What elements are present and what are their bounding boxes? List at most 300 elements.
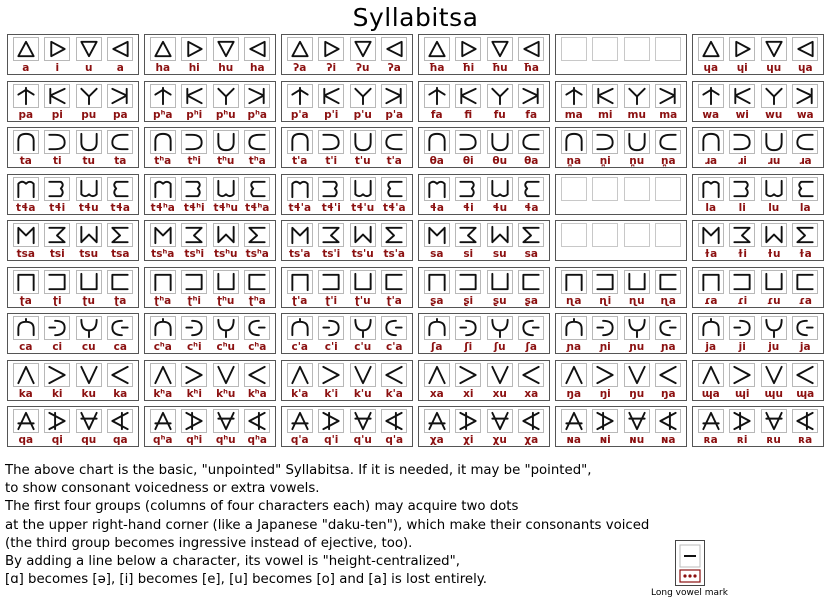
syllable-label: su xyxy=(492,248,507,260)
glyph-icon xyxy=(655,177,681,201)
glyph-icon xyxy=(318,37,344,61)
glyph-icon xyxy=(44,130,70,154)
syllable-label: t'i xyxy=(325,155,338,167)
syllable-cell xyxy=(454,363,484,400)
glyph-icon xyxy=(698,409,724,433)
syllable-label: ci xyxy=(52,341,63,353)
glyph-icon xyxy=(381,177,407,201)
syllable-cell xyxy=(243,130,273,167)
empty-cell xyxy=(591,37,621,73)
syllable-label: ɹi xyxy=(737,155,747,167)
syllable-cell xyxy=(148,177,178,214)
syllable-cell xyxy=(559,316,589,353)
syllable-cell xyxy=(728,270,758,307)
glyph-icon xyxy=(150,177,176,201)
syllable-label: tɬʰi xyxy=(183,201,205,214)
syllable-label: ħa xyxy=(429,62,445,74)
syllable-cell xyxy=(148,316,178,353)
glyph-icon xyxy=(107,177,133,201)
syllable-label: ta xyxy=(114,155,127,167)
syllable-label: ʈu xyxy=(82,294,95,307)
syllable-cell xyxy=(211,409,241,446)
syllable-label: ʔi xyxy=(326,62,337,74)
syllable-label: ʃi xyxy=(464,341,473,353)
syllable-label: hu xyxy=(218,62,234,74)
syllable-label: ʈ'i xyxy=(325,294,338,307)
syllable-cell xyxy=(211,316,241,353)
syllable-cell xyxy=(11,316,41,353)
syllable-label: wa xyxy=(796,108,814,121)
syllable-cell xyxy=(759,409,789,446)
syllable-cell xyxy=(696,130,726,167)
glyph-icon xyxy=(76,316,102,340)
glyph-icon xyxy=(655,316,681,340)
syllable-cell xyxy=(285,316,315,353)
syllable-label: a xyxy=(22,62,30,74)
glyph-icon xyxy=(561,409,587,433)
syllable-cell xyxy=(348,130,378,167)
syllable-cell xyxy=(74,223,104,260)
syllable-cell xyxy=(317,363,347,400)
syllable-label: ŋu xyxy=(629,387,645,400)
syllable-cell xyxy=(380,223,410,260)
glyph-icon xyxy=(698,316,724,340)
syllable-group xyxy=(281,220,413,261)
syllable-cell xyxy=(559,84,589,121)
syllable-group xyxy=(555,267,687,308)
syllable-label: tʰa xyxy=(248,155,266,167)
syllable-cell xyxy=(285,270,315,307)
glyph-icon xyxy=(518,409,544,433)
syllable-cell xyxy=(180,363,210,400)
glyph-icon xyxy=(487,84,513,108)
syllable-cell xyxy=(759,223,789,260)
syllable-label: ts'i xyxy=(322,248,341,260)
syllable-label: c'i xyxy=(324,341,338,353)
glyph-icon xyxy=(350,363,376,387)
syllable-group xyxy=(692,267,824,308)
syllable-label: li xyxy=(738,201,746,214)
syllable-label: ca xyxy=(113,341,127,353)
glyph-icon xyxy=(381,316,407,340)
syllable-cell xyxy=(211,130,241,167)
syllable-label: ca xyxy=(19,341,33,353)
glyph-icon xyxy=(655,84,681,108)
glyph-icon xyxy=(150,363,176,387)
syllable-label: tɬa xyxy=(16,201,36,214)
syllable-label: tɬa xyxy=(110,201,130,214)
syllable-label: xi xyxy=(463,387,474,400)
syllable-label: kʰu xyxy=(216,387,236,400)
glyph-icon xyxy=(13,409,39,433)
syllable-cell xyxy=(317,270,347,307)
syllable-cell xyxy=(380,270,410,307)
syllable-cell xyxy=(622,130,652,167)
syllable-label: ɫu xyxy=(767,248,781,260)
syllable-label: qʰa xyxy=(153,434,173,446)
syllable-label: ʈʰa xyxy=(154,294,172,307)
glyph-icon xyxy=(107,223,133,247)
syllable-cell xyxy=(243,270,273,307)
glyph-icon xyxy=(318,130,344,154)
glyph-icon xyxy=(561,363,587,387)
glyph-icon xyxy=(561,84,587,108)
glyph-icon xyxy=(44,316,70,340)
glyph-icon xyxy=(655,363,681,387)
glyph-icon xyxy=(213,409,239,433)
syllable-cell xyxy=(43,270,73,307)
syllable-label: tɬi xyxy=(49,201,66,214)
syllable-cell xyxy=(728,130,758,167)
syllable-label: wa xyxy=(702,108,720,121)
syllable-label: lu xyxy=(768,201,780,214)
syllable-cell xyxy=(380,409,410,446)
syllable-label: ʂi xyxy=(463,294,474,307)
glyph-icon xyxy=(518,130,544,154)
syllable-label: ma xyxy=(659,108,678,121)
glyph-icon xyxy=(76,37,102,61)
syllable-label: tsʰu xyxy=(213,248,238,260)
glyph-icon xyxy=(698,177,724,201)
syllable-group xyxy=(281,174,413,215)
syllable-cell xyxy=(317,223,347,260)
syllable-cell xyxy=(380,130,410,167)
glyph-icon xyxy=(592,409,618,433)
glyph-icon xyxy=(213,130,239,154)
syllable-label: c'u xyxy=(354,341,372,353)
syllable-cell xyxy=(348,37,378,74)
syllable-label: ŋi xyxy=(599,387,611,400)
glyph-icon xyxy=(350,223,376,247)
syllable-cell xyxy=(148,270,178,307)
syllable-label: tu xyxy=(82,155,95,167)
glyph-icon xyxy=(244,84,270,108)
syllable-cell xyxy=(791,177,821,214)
syllable-group xyxy=(692,220,824,261)
syllable-group xyxy=(281,127,413,168)
glyph-icon xyxy=(244,223,270,247)
syllable-cell xyxy=(791,363,821,400)
syllable-group xyxy=(418,34,550,75)
syllable-cell xyxy=(43,409,73,446)
syllable-cell xyxy=(559,130,589,167)
long-vowel-mark-glyph xyxy=(675,540,705,586)
glyph-icon xyxy=(76,130,102,154)
glyph-icon xyxy=(287,177,313,201)
glyph-icon xyxy=(44,409,70,433)
syllable-label: ɾa xyxy=(704,294,718,307)
glyph-icon xyxy=(13,130,39,154)
syllable-cell xyxy=(759,130,789,167)
syllable-cell xyxy=(485,270,515,307)
glyph-icon xyxy=(561,316,587,340)
syllable-cell xyxy=(243,223,273,260)
glyph-icon xyxy=(350,177,376,201)
syllable-cell xyxy=(148,37,178,74)
syllable-cell xyxy=(211,37,241,74)
glyph-icon xyxy=(455,84,481,108)
syllable-label: ɰu xyxy=(764,387,783,400)
syllable-cell xyxy=(285,84,315,121)
glyph-icon xyxy=(381,409,407,433)
syllable-label: ka xyxy=(113,387,128,400)
syllable-label: χi xyxy=(463,434,474,446)
syllable-group xyxy=(555,127,687,168)
syllable-label: ɹa xyxy=(704,155,718,167)
glyph-icon xyxy=(150,130,176,154)
syllable-label: tɬʰa xyxy=(150,201,175,214)
syllable-cell xyxy=(348,270,378,307)
syllable-label: n̪a xyxy=(566,155,582,167)
syllable-cell xyxy=(759,84,789,121)
syllable-cell xyxy=(454,130,484,167)
syllable-label: ɬu xyxy=(492,201,508,214)
glyph-icon xyxy=(761,130,787,154)
syllable-label: q'i xyxy=(324,434,339,446)
syllable-cell xyxy=(180,270,210,307)
glyph-icon xyxy=(318,363,344,387)
glyph-icon xyxy=(181,223,207,247)
glyph-icon xyxy=(150,270,176,294)
glyph-icon xyxy=(624,130,650,154)
glyph-icon xyxy=(792,84,818,108)
glyph-icon xyxy=(244,409,270,433)
syllable-cell xyxy=(180,84,210,121)
glyph-icon xyxy=(13,177,39,201)
syllable-label: ɥa xyxy=(703,62,719,74)
empty-cell xyxy=(591,177,621,213)
syllable-cell xyxy=(454,177,484,214)
syllable-label: tsu xyxy=(79,248,99,260)
syllable-group xyxy=(418,81,550,122)
syllable-label: ɥa xyxy=(797,62,813,74)
syllable-label: pʰa xyxy=(153,108,173,121)
syllable-cell xyxy=(348,316,378,353)
glyph-icon xyxy=(698,84,724,108)
syllable-cell xyxy=(422,363,452,400)
syllable-cell xyxy=(211,84,241,121)
glyph-icon xyxy=(761,223,787,247)
glyph-icon xyxy=(318,84,344,108)
syllable-cell xyxy=(348,409,378,446)
syllable-label: θu xyxy=(492,155,508,167)
syllable-label: qa xyxy=(18,434,34,446)
glyph-icon xyxy=(107,363,133,387)
syllable-cell xyxy=(622,363,652,400)
glyph-icon xyxy=(424,316,450,340)
syllable-cell xyxy=(11,409,41,446)
glyph-icon xyxy=(213,84,239,108)
syllable-cell xyxy=(180,223,210,260)
syllable-label: pi xyxy=(51,108,63,121)
glyph-icon xyxy=(729,223,755,247)
syllabary-grid xyxy=(7,34,824,447)
glyph-icon xyxy=(381,363,407,387)
glyph-icon xyxy=(13,223,39,247)
syllable-cell xyxy=(454,84,484,121)
syllable-cell xyxy=(74,270,104,307)
glyph-icon xyxy=(655,130,681,154)
syllable-cell xyxy=(180,37,210,74)
syllable-label: ha xyxy=(155,62,171,74)
syllable-cell xyxy=(791,316,821,353)
syllable-label: qʰu xyxy=(215,434,236,446)
glyph-icon xyxy=(592,37,618,61)
glyph-icon xyxy=(44,363,70,387)
syllable-cell xyxy=(317,84,347,121)
syllable-cell xyxy=(696,363,726,400)
syllable-cell xyxy=(106,409,136,446)
glyph-icon xyxy=(350,409,376,433)
syllable-label: wi xyxy=(735,108,749,121)
syllable-label: ji xyxy=(738,341,746,353)
syllable-label: ʂa xyxy=(430,294,444,307)
glyph-icon xyxy=(181,84,207,108)
syllable-cell xyxy=(759,177,789,214)
syllable-group xyxy=(7,267,139,308)
glyph-icon xyxy=(487,130,513,154)
syllable-label: θi xyxy=(462,155,474,167)
syllable-group xyxy=(281,313,413,354)
syllable-label: ʀa xyxy=(703,434,718,446)
syllable-cell xyxy=(517,84,547,121)
glyph-icon xyxy=(761,409,787,433)
glyph-icon xyxy=(455,37,481,61)
glyph-icon xyxy=(76,84,102,108)
glyph-icon xyxy=(761,270,787,294)
syllable-label: ku xyxy=(81,387,96,400)
glyph-icon xyxy=(729,84,755,108)
syllable-cell xyxy=(74,316,104,353)
syllable-label: ɰi xyxy=(734,387,750,400)
syllable-cell xyxy=(243,177,273,214)
syllable-cell xyxy=(148,363,178,400)
syllable-label: ʂa xyxy=(524,294,538,307)
syllable-cell xyxy=(517,130,547,167)
syllable-cell xyxy=(243,409,273,446)
syllable-label: ʔa xyxy=(387,62,401,74)
syllable-label: ti xyxy=(52,155,62,167)
glyph-icon xyxy=(455,316,481,340)
glyph-icon xyxy=(13,270,39,294)
syllable-label: tsa xyxy=(16,248,35,260)
syllable-cell xyxy=(654,84,684,121)
syllable-label: ħa xyxy=(523,62,539,74)
glyph-icon xyxy=(592,270,618,294)
syllable-cell xyxy=(243,37,273,74)
syllable-label: cʰa xyxy=(248,341,267,353)
syllable-cell xyxy=(791,223,821,260)
glyph-icon xyxy=(518,316,544,340)
glyph-icon xyxy=(424,177,450,201)
syllable-label: ʃa xyxy=(525,341,537,353)
syllable-group xyxy=(692,313,824,354)
syllable-cell xyxy=(106,223,136,260)
syllable-cell xyxy=(728,223,758,260)
syllable-cell xyxy=(559,363,589,400)
glyph-icon xyxy=(761,177,787,201)
glyph-icon xyxy=(729,409,755,433)
syllable-cell xyxy=(285,177,315,214)
syllable-cell xyxy=(654,409,684,446)
syllable-cell xyxy=(74,84,104,121)
glyph-icon xyxy=(792,177,818,201)
syllable-cell xyxy=(317,409,347,446)
syllable-group xyxy=(7,360,139,401)
syllable-label: ɾi xyxy=(737,294,748,307)
syllable-cell xyxy=(591,84,621,121)
glyph-icon xyxy=(244,177,270,201)
syllable-group xyxy=(7,127,139,168)
syllable-cell xyxy=(74,177,104,214)
syllable-cell xyxy=(485,130,515,167)
glyph-icon xyxy=(424,130,450,154)
syllable-group xyxy=(144,174,276,215)
syllable-label: hi xyxy=(188,62,200,74)
glyph-icon xyxy=(561,223,587,247)
syllable-label: p'i xyxy=(324,108,339,121)
syllable-cell xyxy=(759,316,789,353)
syllable-label: wu xyxy=(765,108,783,121)
syllable-cell xyxy=(211,363,241,400)
glyph-icon xyxy=(44,84,70,108)
syllable-cell xyxy=(106,84,136,121)
syllable-label: sa xyxy=(430,248,444,260)
glyph-icon xyxy=(244,270,270,294)
syllable-cell xyxy=(211,177,241,214)
syllable-label: ʈi xyxy=(52,294,62,307)
syllable-cell xyxy=(517,316,547,353)
syllable-cell xyxy=(654,363,684,400)
syllable-cell xyxy=(696,84,726,121)
glyph-icon xyxy=(455,270,481,294)
glyph-icon xyxy=(181,37,207,61)
glyph-icon xyxy=(455,177,481,201)
syllable-label: kʰa xyxy=(153,387,173,400)
glyph-icon xyxy=(107,130,133,154)
syllable-cell xyxy=(317,177,347,214)
syllable-cell xyxy=(243,363,273,400)
syllable-label: xa xyxy=(429,387,444,400)
glyph-icon xyxy=(729,130,755,154)
syllable-label: cʰu xyxy=(216,341,235,353)
chart-title: Syllabitsa xyxy=(352,3,479,32)
syllable-cell xyxy=(622,316,652,353)
syllable-label: χu xyxy=(492,434,507,446)
syllable-cell xyxy=(485,363,515,400)
syllable-cell xyxy=(148,84,178,121)
glyph-icon xyxy=(624,270,650,294)
glyph-icon xyxy=(592,223,618,247)
syllable-cell xyxy=(106,130,136,167)
syllable-cell xyxy=(485,84,515,121)
syllable-cell xyxy=(243,84,273,121)
syllable-group xyxy=(7,81,139,122)
syllable-label: ʈʰa xyxy=(248,294,266,307)
syllable-label: ɳa xyxy=(660,294,676,307)
glyph-icon xyxy=(424,270,450,294)
syllable-cell xyxy=(422,409,452,446)
syllable-label: tsi xyxy=(49,248,65,260)
syllable-group xyxy=(692,127,824,168)
syllable-cell xyxy=(11,130,41,167)
glyph-icon xyxy=(44,177,70,201)
long-vowel-mark-caption: Long vowel mark xyxy=(651,588,728,598)
syllable-cell xyxy=(696,177,726,214)
glyph-icon xyxy=(76,223,102,247)
syllable-cell xyxy=(380,84,410,121)
syllable-cell xyxy=(759,37,789,74)
